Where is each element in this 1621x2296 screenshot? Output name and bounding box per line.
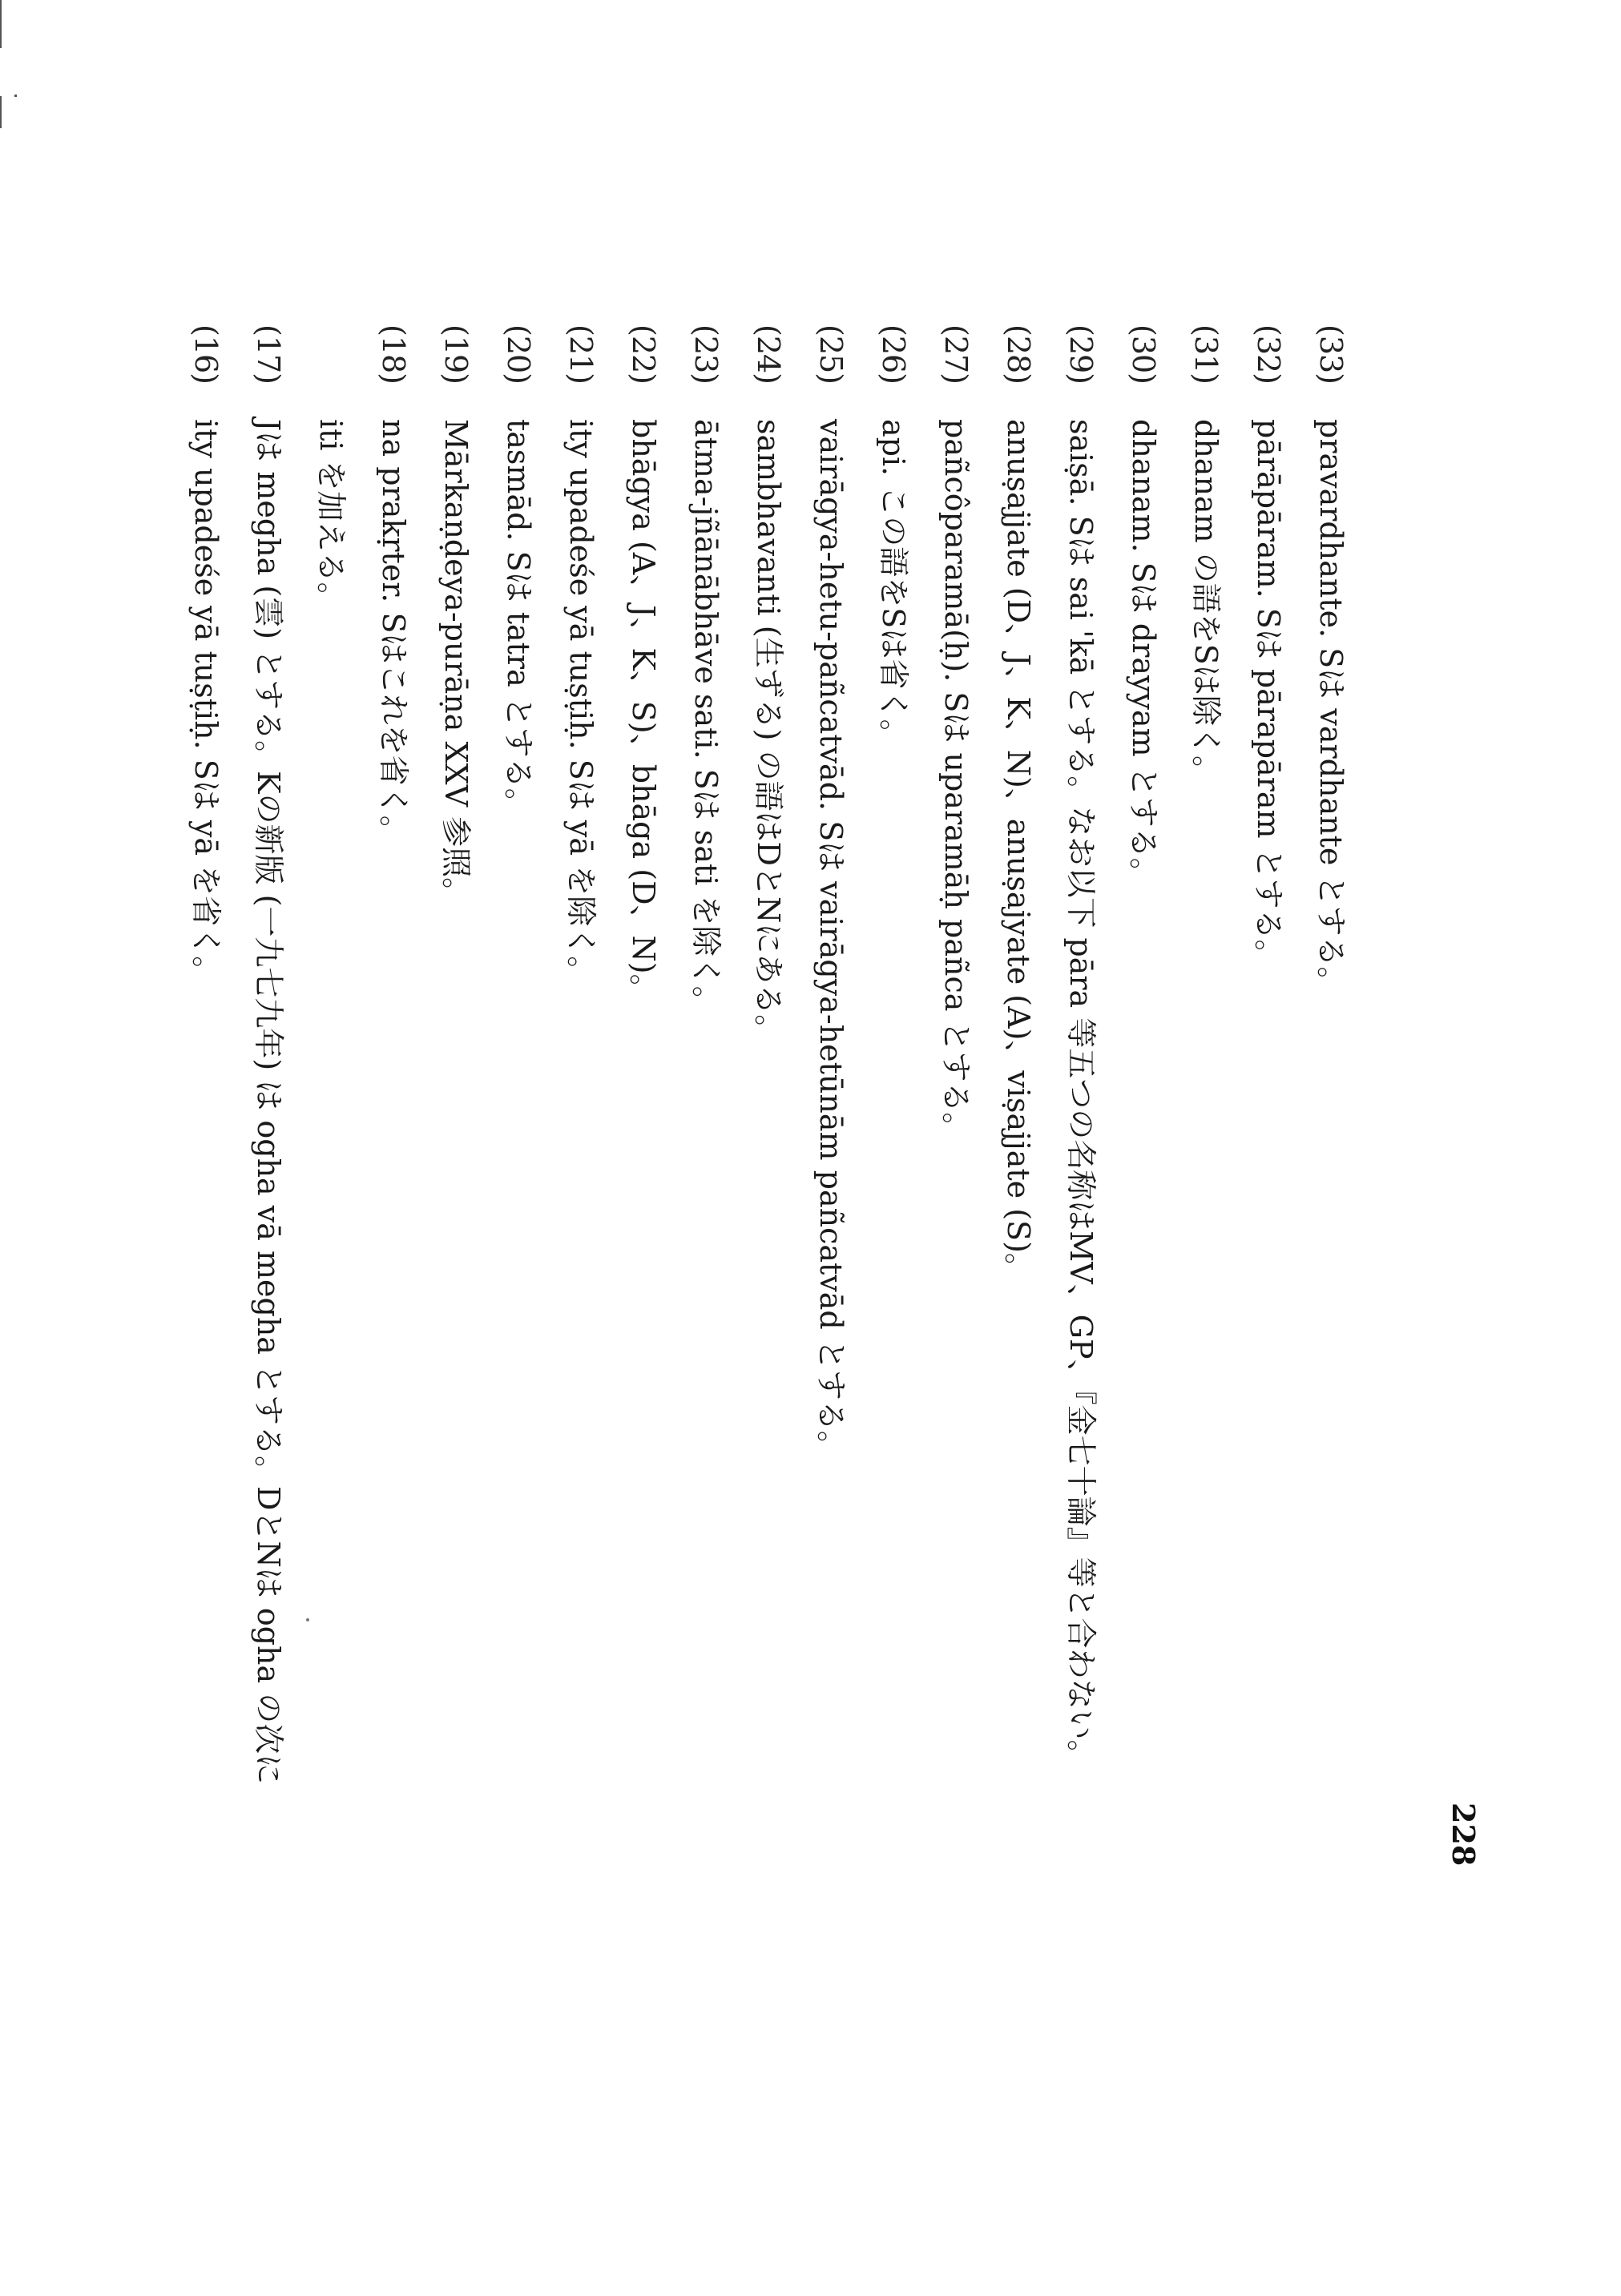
note-text: pañcôparamā(ḥ). Sは uparamāḥ pañca とする。 xyxy=(938,419,974,1143)
note-24 xyxy=(753,324,784,1045)
note-26 xyxy=(878,324,909,750)
note-number: (27) xyxy=(938,324,974,385)
note-text: anuṣajjate (D、J、K、N)、anuṣajyate (A)、viṣajjate (S)。 xyxy=(1001,419,1036,1283)
note-text: ity upadeśe yā tuṣṭiḥ. Sは yā を除く。 xyxy=(563,419,599,987)
note-30 xyxy=(1128,324,1159,888)
note-16 xyxy=(188,324,224,987)
note-19 xyxy=(438,324,474,908)
note-number: (31) xyxy=(1188,324,1224,385)
note-18 xyxy=(378,324,409,846)
note-number: (17) xyxy=(251,324,286,385)
note-31 xyxy=(1188,324,1224,786)
note-text: ātma-jñānābhāve sati. Sは sati を除く。 xyxy=(688,419,724,1017)
note-number: (32) xyxy=(1251,324,1286,385)
note-text: dhanam. Sは drayyam とする。 xyxy=(1126,419,1161,888)
note-29 xyxy=(1063,324,1099,1770)
page-number: 228 xyxy=(1446,1803,1482,1867)
note-text: na prakṛter. Sはこれを省く。 xyxy=(376,419,411,846)
note-27 xyxy=(938,324,974,1143)
note-number: (20) xyxy=(501,324,536,385)
scan-speck xyxy=(306,1618,309,1621)
note-20 xyxy=(503,324,534,819)
note-21 xyxy=(563,324,599,987)
note-number: (25) xyxy=(813,324,849,385)
note-22 xyxy=(628,324,659,1005)
note-number: (19) xyxy=(438,324,474,385)
note-17-continuation: iti を加える。 xyxy=(313,419,349,613)
note-17 xyxy=(253,324,284,1784)
note-32 xyxy=(1253,324,1284,970)
note-number: (30) xyxy=(1126,324,1161,385)
note-number: (29) xyxy=(1063,324,1099,385)
note-number: (18) xyxy=(376,324,411,385)
note-text: pravardhante. Sは vardhante とする。 xyxy=(1313,419,1349,997)
note-number: (21) xyxy=(563,324,599,385)
note-number: (23) xyxy=(688,324,724,385)
note-number: (16) xyxy=(188,324,224,385)
note-text: bhāgya (A、J、K、S)、bhāga (D、N)。 xyxy=(626,419,661,1005)
note-text: saiṣā. Sは sai 'kā とする。なお以下 pāra 等五つの名称はMV、GP、『金七十論』等と合わない。 xyxy=(1063,419,1099,1770)
note-28 xyxy=(1003,324,1034,1283)
note-text: dhanam の語をSは除く。 xyxy=(1188,419,1224,786)
note-text: tasmād. Sは tatra とする。 xyxy=(501,419,536,819)
note-text: sambhavanti (生ずる) の語はDとNにある。 xyxy=(751,419,786,1045)
note-text: Mārkaṇḍeya-purāṇa XXV 参照。 xyxy=(438,419,474,908)
note-text: ity upadeśe yā tuṣṭiḥ. Sは yā を省く。 xyxy=(188,419,224,987)
note-number: (26) xyxy=(876,324,911,385)
note-23 xyxy=(688,324,724,1017)
note-text: Jは megha (雲) とする。Kの新版 (一九七九年) は ogha vā megha とする。DとNは ogha の次に xyxy=(251,419,286,1785)
note-text: api. この語をSは省く。 xyxy=(876,419,911,750)
note-33 xyxy=(1313,324,1349,997)
note-number: (28) xyxy=(1001,324,1036,385)
note-number: (33) xyxy=(1313,324,1349,385)
note-25 xyxy=(813,324,849,1461)
note-text: vairāgya-hetu-pañcatvād. Sは vairāgya-hetūnām pañcatvād とする。 xyxy=(813,419,849,1461)
note-text: pārāpāram. Sは pārapāram とする。 xyxy=(1251,419,1286,970)
note-number: (22) xyxy=(626,324,661,385)
note-number: (24) xyxy=(751,324,786,385)
